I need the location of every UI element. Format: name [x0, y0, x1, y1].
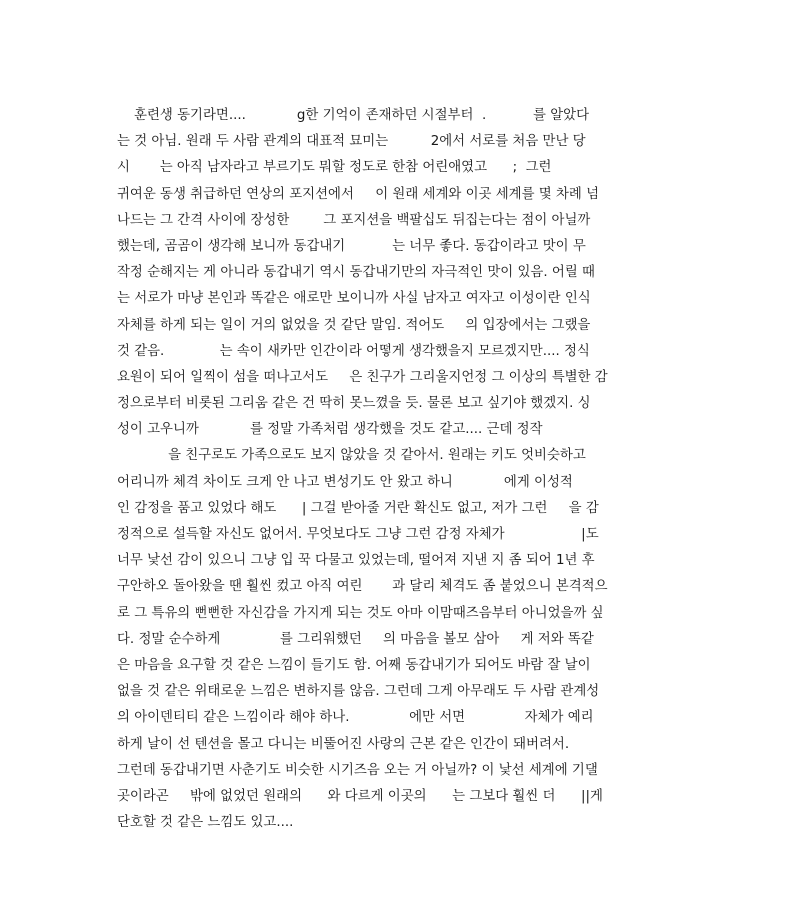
- text-line: 의 아이덴티티 같은 느낌이라 해야 하나. 에만 서면 자체가 예리: [117, 710, 594, 726]
- text-line: 다. 정말 순수하게 를 그리워했던 의 마음을 볼모 삼아 게 저와 똑같: [117, 631, 594, 647]
- text-line: 했는데, 곰곰이 생각해 보니까 동갑내기 는 너무 좋다. 동갑이라고 맛이 무: [117, 238, 586, 254]
- text-line: 요원이 되어 일찍이 섬을 떠나고서도 은 친구가 그리울지언정 그 이상의 특별한 감: [117, 369, 608, 385]
- text-line: 인 감정을 품고 있었다 해도 | 그걸 받아줄 거란 확신도 없고, 저가 그런 을 감: [117, 500, 599, 516]
- text-line: 구안하오 돌아왔을 땐 훨씬 컸고 아직 여린 과 달리 체격도 좀 붙었으니 본격적으: [117, 579, 608, 595]
- text-line: 작정 순해지는 게 아니라 동갑내기 역시 동갑내기만의 자극적인 맛이 있음. 어릴 때: [117, 265, 595, 281]
- text-line: 단호할 것 같은 느낌도 있고....: [117, 815, 294, 831]
- text-line: 시 는 아직 남자라고 부르기도 뭐할 정도로 한참 어린애였고 ; 그런: [117, 160, 552, 176]
- text-line: 자체를 하게 되는 일이 거의 없었을 것 같단 말임. 적어도 의 입장에서는 그랬을: [117, 317, 591, 333]
- text-line: 은 마음을 요구할 것 같은 느낌이 들기도 함. 어째 동갑내기가 되어도 바람 잘 날이: [117, 657, 591, 673]
- text-line: 것 같음. 는 속이 새카만 인간이라 어떻게 생각했을지 모르겠지만.... 정식: [117, 343, 590, 359]
- text-line: 는 것 아님. 원래 두 사람 관계의 대표적 묘미는 2에서 서로를 처음 만난 당: [117, 134, 586, 150]
- text-line: 너무 낯선 감이 있으니 그냥 입 꾹 다물고 있었는데, 떨어져 지낸 지 좀 되어 1년 후: [117, 553, 595, 569]
- text-line: 어리니까 체격 차이도 크게 안 나고 변성기도 안 왔고 하니 에게 이성적: [117, 474, 573, 490]
- text-line: 없을 것 같은 위태로운 느낌은 변하지를 않음. 그런데 그게 아무래도 두 사람 관계성: [117, 684, 600, 700]
- text-line: 하게 날이 선 텐션을 몰고 다니는 비뚤어진 사랑의 근본 같은 인간이 돼버려서.: [117, 736, 570, 752]
- text-line: 성이 고우니까 를 정말 가족처럼 생각했을 것도 같고.... 근데 정작: [117, 422, 543, 438]
- text-line: 귀여운 동생 취급하던 연상의 포지션에서 이 원래 세계와 이곳 세계를 몇 차례 넘: [117, 186, 600, 202]
- text-line: 훈련생 동기라면.... g한 기억이 존재하던 시절부터 . 를 알았다: [117, 108, 590, 123]
- text-line: 정으로부터 비롯된 그리움 같은 건 딱히 못느꼈을 듯. 물론 보고 싶기야 했겠지. 싱: [117, 396, 591, 412]
- text-line: 정적으로 설득할 자신도 없어서. 무엇보다도 그냥 그런 감정 자체가 |도: [117, 527, 599, 542]
- text-line: 곳이라곤 밖에 없었던 원래의 와 다르게 이곳의 는 그보다 훨씬 더 ||게: [117, 788, 603, 804]
- text-line: 로 그 특유의 뻔뻔한 자신감을 가지게 되는 것도 아마 이맘때즈음부터 아니었을까 싶: [117, 605, 604, 621]
- body-text: [117, 103, 697, 836]
- text-line: 나드는 그 간격 사이에 장성한 그 포지션을 백팔십도 뒤집는다는 점이 아닐까: [117, 212, 591, 228]
- text-line: 는 서로가 마냥 본인과 똑같은 애로만 보이니까 사실 남자고 여자고 이성이란 인식: [117, 291, 591, 307]
- text-line: 그런데 동갑내기면 사춘기도 비슷한 시기즈음 오는 거 아닐까? 이 낯선 세계에 기댈: [117, 762, 598, 778]
- text-line: 을 친구로도 가족으로도 보지 않았을 것 같아서. 원래는 키도 엇비슷하고: [117, 448, 586, 464]
